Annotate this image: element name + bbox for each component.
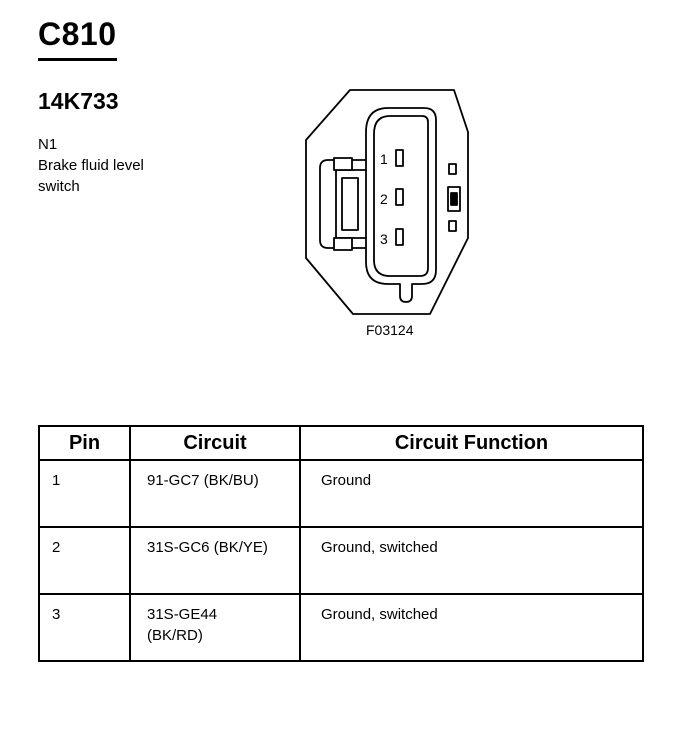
function-cell: Ground, switched	[300, 527, 643, 594]
pin-label-3: 3	[380, 231, 388, 247]
circuit-line: 91-GC7 (BK/BU)	[147, 472, 259, 489]
pin-terminal-1	[396, 150, 403, 166]
figure-number: F03124	[366, 322, 414, 338]
connector-face-diagram	[290, 88, 480, 320]
circuit-line: 31S-GE44	[147, 606, 218, 623]
pin-terminal-2	[396, 189, 403, 205]
pin-label-1: 1	[380, 151, 388, 167]
pin-circuit-table	[38, 425, 644, 662]
function-cell: Ground	[300, 460, 643, 527]
circuit-cell	[130, 460, 300, 527]
table-row	[39, 460, 643, 527]
table-header-row	[39, 426, 643, 460]
connector-latch	[320, 160, 366, 248]
circuit-cell	[130, 594, 300, 661]
component-name-line1: Brake fluid level	[38, 157, 144, 174]
circuit-cell	[130, 527, 300, 594]
pin-label-2: 2	[380, 191, 388, 207]
circuit-line: 31S-GC6 (BK/YE)	[147, 539, 268, 556]
pin-cell: 2	[39, 527, 130, 594]
location-code: N1	[38, 136, 58, 153]
pin-cell: 1	[39, 460, 130, 527]
pin-cell: 3	[39, 594, 130, 661]
component-name-line2: switch	[38, 178, 80, 195]
table-row	[39, 527, 643, 594]
column-header-function: Circuit Function	[300, 426, 643, 460]
connector-id: C810	[38, 16, 117, 52]
circuit-line: (BK/RD)	[147, 627, 203, 644]
table-row	[39, 594, 643, 661]
pin-terminal-3	[396, 229, 403, 245]
function-cell: Ground, switched	[300, 594, 643, 661]
title-underline	[38, 58, 117, 61]
column-header-pin: Pin	[39, 426, 130, 460]
part-number: 14K733	[38, 88, 119, 114]
component-description	[38, 134, 144, 197]
column-header-circuit: Circuit	[130, 426, 300, 460]
